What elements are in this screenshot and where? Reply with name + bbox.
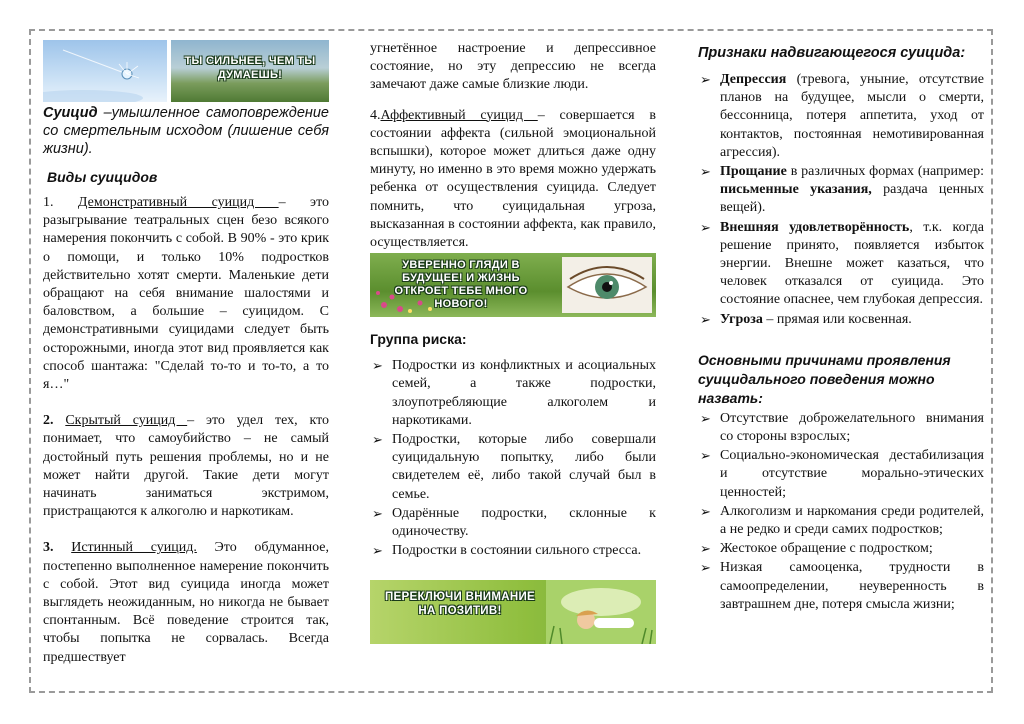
type4-title: Аффективный суицид — [380, 107, 538, 123]
strength-banner — [171, 40, 329, 102]
bullet-arrow-icon: ➢ — [700, 541, 711, 557]
types-heading: Виды суицидов — [47, 169, 158, 185]
bullet-arrow-icon: ➢ — [372, 432, 383, 448]
list-item: ➢ Подростки в состоянии сильного стресса. — [370, 542, 656, 560]
positive-banner-text: ПЕРЕКЛЮЧИ ВНИМАНИЕ НА ПОЗИТИВ! — [384, 591, 535, 618]
type2-paragraph — [43, 412, 329, 521]
header-images — [43, 40, 329, 102]
dandelion-image — [43, 40, 167, 102]
list-item: ➢ Жестокое обращение с подростком; — [698, 540, 984, 558]
type3-number: 3. — [43, 540, 72, 556]
bullet-arrow-icon: ➢ — [372, 358, 383, 374]
type3-title: Истинный суицид. — [71, 540, 197, 556]
bullet-arrow-icon: ➢ — [700, 448, 711, 464]
list-item: ➢ Прощание в различных формах (например: письменные указания, раздача ценных вещей). — [700, 164, 985, 216]
column-left — [43, 40, 329, 667]
dandelion-icon — [43, 40, 167, 102]
list-item: ➢ Внешняя удовлетворённость, т.к. когда решение принято, появляется избыток энергии. Внешне может казаться, что человек отказался от суицида. Это состояние опаснее, чем глубокая депрессия. — [700, 219, 985, 308]
future-banner — [370, 253, 656, 317]
causes-list — [698, 410, 984, 614]
type4-paragraph — [370, 107, 656, 253]
signs-list — [698, 71, 984, 329]
list-item: ➢ Социально-экономическая дестабилизация и отсутствие морально-этических ценностей; — [700, 448, 984, 500]
bullet-arrow-icon: ➢ — [700, 72, 711, 87]
suicide-definition — [43, 104, 329, 158]
type1-title: Демонстративный суицид — [77, 195, 279, 210]
strength-banner-text: ТЫ СИЛЬНЕЕ, ЧЕМ ТЫ ДУМАЕШЬ! — [184, 55, 316, 81]
list-item: ➢ Низкая самооценка, трудности в самоопределении, неуверенность в завтрашнем дне, потеря смысла жизни; — [700, 560, 984, 612]
list-item: ➢ Алкоголизм и наркомания среди родителей, а не редко и среди самих подростков; — [700, 503, 984, 538]
type4-text: – совершается в состоянии аффекта (сильной эмоциональной вспышки), которое может длиться даже одну минуту, но именно в это время можно удержать ребенка от осуществления суицида. Следует помнить, что суицидальная угроза, высказанная в состоянии аффекта, как правило, осуществляется. — [370, 107, 656, 251]
type4-number: 4. — [370, 107, 381, 123]
type2-number: 2. — [43, 413, 66, 429]
list-item: ➢ Угроза – прямая или косвенная. — [698, 311, 984, 329]
causes-heading: Основными причинами проявления суицидального поведения можно назвать: — [698, 351, 951, 406]
list-item: ➢ Подростки из конфликтных и асоциальных семей, а также подростки, злоупотребляющие алкоголем и наркотиками. — [372, 358, 656, 428]
column-right — [698, 45, 984, 615]
list-item: ➢ Отсутствие доброжелательного внимания со стороны взрослых; — [700, 410, 984, 445]
list-item: ➢ Подростки, которые либо совершали суицидальную попытку, либо были свидетелем её, либо такой случай был в семье. — [372, 432, 656, 502]
type1-text: – это разыгрывание театральных сцен безо всякого намерения покончить с собой. В 90% - это крик о помощи, и только 10% подростков действительно хотят смерти. Маленькие дети обращают на себя внимание шалостями и баловством, а большие – суицидом. С демонстративными суицидами следует быть осторожными, иногда этот вид проявляется как способ шантажа: "Сделай то-то и то-то, а то я…" — [43, 195, 329, 393]
type3-text: Это обдуманное, постепенно выполненное намерение покончить с собой. Этот вид суицида иногда может выглядеть неожиданным, но никогда не бывает спонтанным. Всё поведение строится так, чтобы попытка не сорвалась. Всегда предшествует — [43, 540, 329, 665]
type1-paragraph — [43, 194, 329, 394]
girl-in-grass-icon — [546, 580, 656, 644]
list-item: ➢ Депрессия (тревога, уныние, отсутствие планов на будущее, мысли о смерти, бессонница, потеря аппетита, уход от контактов, постоянная немотивированная агрессия). — [700, 72, 984, 160]
bullet-arrow-icon: ➢ — [372, 505, 383, 521]
bullet-arrow-icon: ➢ — [372, 543, 383, 559]
future-banner-text: УВЕРЕННО ГЛЯДИ В БУДУЩЕЕ! И ЖИЗНЬ ОТКРОЕТ ТЕБЕ МНОГО НОВОГО! — [394, 259, 528, 311]
type3-paragraph — [43, 539, 329, 666]
bullet-arrow-icon: ➢ — [700, 311, 711, 327]
definition-text: –умышленное самоповреждение со смертельным исходом (лишение себя жизни). — [43, 105, 329, 157]
bullet-arrow-icon: ➢ — [700, 560, 711, 576]
bullet-arrow-icon: ➢ — [700, 503, 711, 519]
bullet-arrow-icon: ➢ — [700, 410, 711, 426]
bullet-arrow-icon: ➢ — [700, 164, 711, 180]
eye-icon — [562, 257, 652, 313]
list-item: ➢ Одарённые подростки, склонные к одиночеству. — [372, 505, 656, 540]
column-middle — [370, 40, 656, 644]
positive-banner — [370, 580, 656, 644]
definition-term: Суицид — [43, 105, 98, 121]
type2-title: Скрытый суицид — [65, 413, 188, 429]
risk-list — [370, 357, 656, 560]
bullet-arrow-icon: ➢ — [700, 219, 711, 235]
type1-number: 1. — [43, 195, 78, 210]
type2-text: – это удел тех, кто понимает, что самоубийство – не самый достойный путь решения проблемы, но и не может найти другой. Такие дети могут начинать заниматься экстримом, пристращаются к алкоголю и наркотикам. — [43, 413, 329, 520]
continued-paragraph: угнетённое настроение и депрессивное состояние, но эту депрессию не всегда замечают даже самые близкие люди. — [370, 41, 656, 93]
risk-heading: Группа риска: — [370, 331, 467, 348]
signs-heading: Признаки надвигающегося суицида: — [698, 45, 966, 61]
